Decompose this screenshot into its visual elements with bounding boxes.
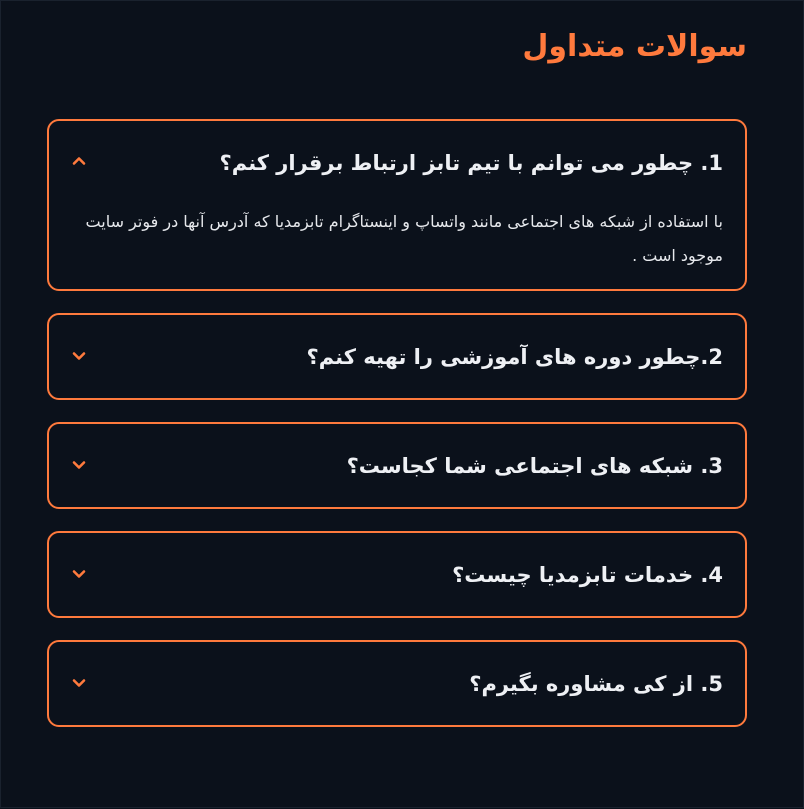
- faq-question[interactable]: 4. خدمات تابزمدیا چیست؟: [452, 563, 723, 587]
- faq-answer: با استفاده از شبکه های اجتماعی مانند واتساپ و اینستاگرام تابزمدیا که آدرس آنها در فوتر سایت موجود است .: [85, 212, 723, 265]
- faq-question[interactable]: 1. چطور می توانم با تیم تابز ارتباط برقرار کنم؟: [219, 151, 723, 175]
- faq-page: [1, 1, 804, 809]
- faq-item-4[interactable]: [47, 531, 747, 618]
- faq-question[interactable]: 5. از کی مشاوره بگیرم؟: [469, 672, 723, 696]
- chevron-down-icon[interactable]: [71, 457, 87, 473]
- page-title: سوالات متداول: [522, 29, 747, 64]
- faq-item-1[interactable]: [47, 119, 747, 291]
- faq-question[interactable]: 3. شبکه های اجتماعی شما کجاست؟: [346, 454, 723, 478]
- chevron-down-icon[interactable]: [71, 566, 87, 582]
- faq-question[interactable]: 2.چطور دوره های آموزشی را تهیه کنم؟: [306, 345, 723, 369]
- chevron-down-icon[interactable]: [71, 348, 87, 364]
- chevron-up-icon[interactable]: [71, 153, 87, 169]
- faq-list: [47, 119, 747, 749]
- chevron-down-icon[interactable]: [71, 675, 87, 691]
- faq-item-2[interactable]: [47, 313, 747, 400]
- faq-item-3[interactable]: [47, 422, 747, 509]
- faq-item-5[interactable]: [47, 640, 747, 727]
